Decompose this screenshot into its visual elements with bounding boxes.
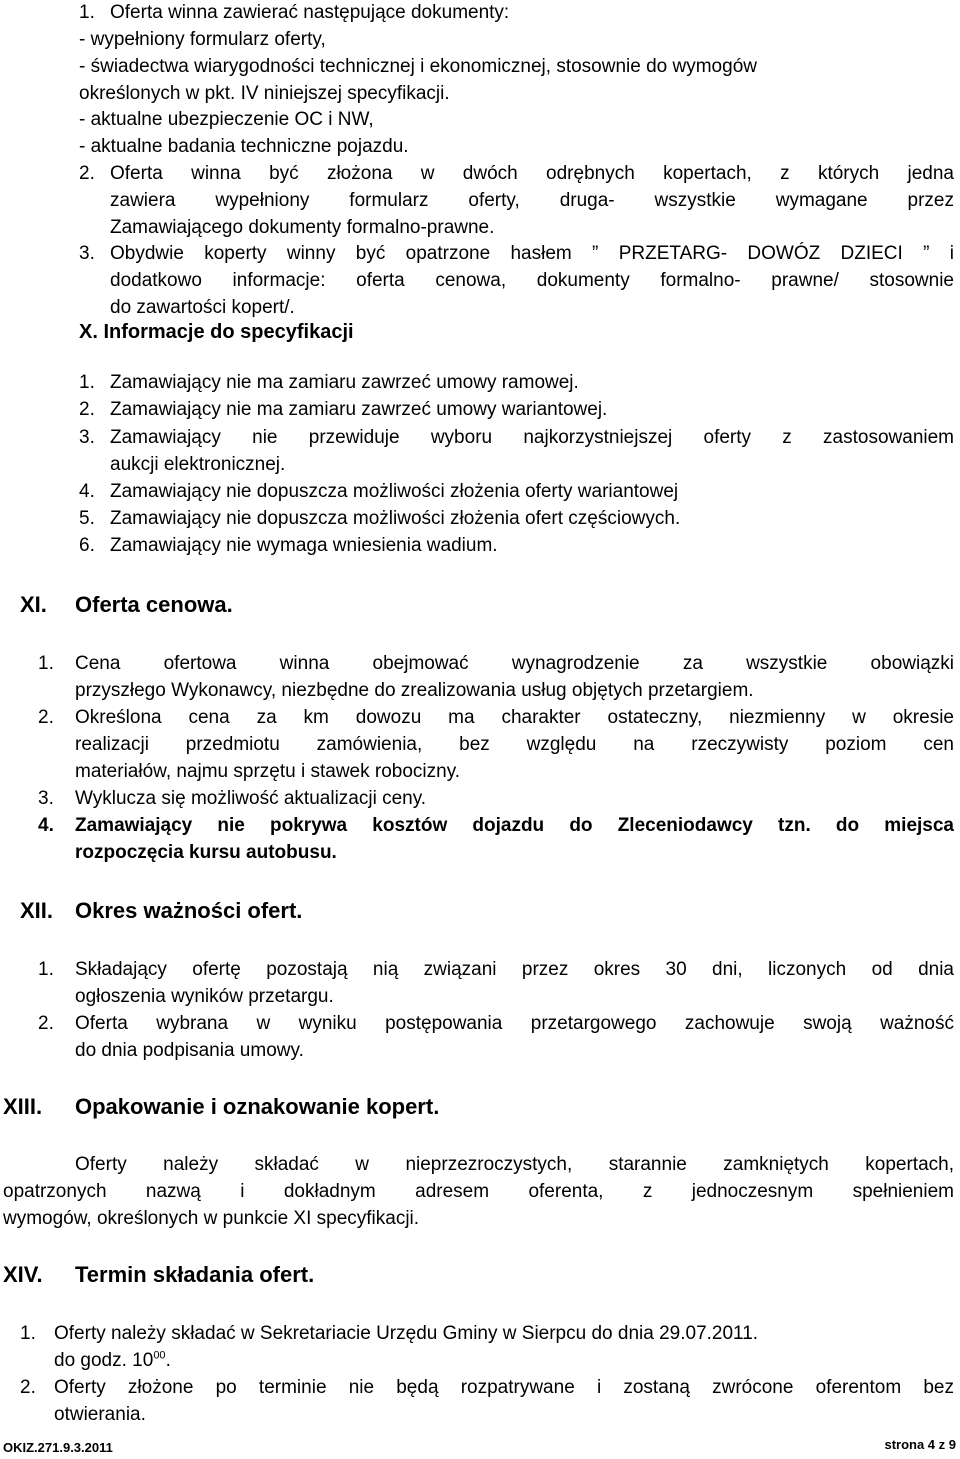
list-item-text: otwierania. — [54, 1404, 146, 1425]
list-item-text: Oferty złożone po terminie nie będą rozpatrywane i zostaną zwrócone oferentom bez — [54, 1377, 954, 1398]
list-item-text: aukcji elektronicznej. — [110, 454, 286, 475]
list-item-text: Oferta winna zawierać następujące dokumenty: — [110, 2, 510, 23]
dash-item-continuation: określonych w pkt. IV niniejszej specyfikacji. — [79, 83, 450, 104]
list-number: 1. — [38, 653, 54, 674]
list-item-text: Zamawiający nie dopuszcza możliwości złożenia ofert częściowych. — [110, 508, 681, 529]
list-item-text: Cena ofertowa winna obejmować wynagrodzenie za wszystkie obowiązki — [75, 653, 954, 674]
list-number: 1. — [79, 372, 95, 393]
list-number: 2. — [38, 1013, 54, 1034]
paragraph-line: Oferty należy składać w nieprzezroczystych, starannie zamkniętych kopertach, — [75, 1154, 954, 1175]
list-number: 5. — [79, 508, 95, 529]
dash-item: - aktualne ubezpieczenie OC i NW, — [79, 109, 374, 130]
list-number: 3. — [38, 788, 54, 809]
list-item-text — [54, 1350, 171, 1372]
list-item-text: przyszłego Wykonawcy, niezbędne do zrealizowania usług objętych przetargiem. — [75, 680, 754, 701]
deadline-text: do godz. 10 — [54, 1350, 154, 1371]
deadline-period: . — [165, 1350, 171, 1371]
section-title: Termin składania ofert. — [75, 1262, 315, 1287]
list-item-text: Składający ofertę pozostają nią związani przez okres 30 dni, liczonych od dnia — [75, 959, 954, 980]
section-roman-numeral: XIII. — [3, 1094, 43, 1119]
list-item-text: ogłoszenia wyników przetargu. — [75, 986, 334, 1007]
list-item-text: Oferta wybrana w wyniku postępowania przetargowego zachowuje swoją ważność — [75, 1013, 954, 1034]
list-item-text: do dnia podpisania umowy. — [75, 1040, 304, 1061]
dash-item: - świadectwa wiarygodności technicznej i ekonomicznej, stosownie do wymogów — [79, 56, 757, 77]
list-number: 2. — [79, 399, 95, 420]
paragraph-line: wymogów, określonych w punkcie XI specyfikacji. — [3, 1208, 420, 1229]
list-item-text: Wyklucza się możliwość aktualizacji ceny. — [75, 788, 427, 809]
list-item-text: Zamawiający nie dopuszcza możliwości złożenia oferty wariantowej — [110, 481, 679, 502]
list-item-text: Obydwie koperty winny być opatrzone hasłem ” PRZETARG- DOWÓZ DZIECI ” i — [110, 243, 954, 264]
paragraph-line: opatrzonych nazwą i dokładnym adresem oferenta, z jednoczesnym spełnieniem — [3, 1181, 954, 1202]
list-item-text: Zamawiający nie ma zamiaru zawrzeć umowy ramowej. — [110, 372, 579, 393]
dash-item: - aktualne badania techniczne pojazdu. — [79, 136, 409, 157]
list-number: 1. — [79, 2, 95, 23]
list-number: 6. — [79, 535, 95, 556]
page-number: strona 4 z 9 — [884, 1437, 956, 1452]
list-item-text: Zamawiający nie wymaga wniesienia wadium. — [110, 535, 498, 556]
list-number: 3. — [79, 243, 95, 264]
section-title: Okres ważności ofert. — [75, 898, 303, 923]
list-item-text-bold: Zamawiający nie pokrywa kosztów dojazdu do Zleceniodawcy tzn. do miejsca — [75, 815, 954, 836]
section-title: Opakowanie i oznakowanie kopert. — [75, 1094, 440, 1119]
list-item-text: Określona cena za km dowozu ma charakter ostateczny, niezmienny w okresie — [75, 707, 954, 728]
list-item-text-bold: rozpoczęcia kursu autobusu. — [75, 842, 337, 863]
section-roman-numeral: XI. — [20, 592, 47, 617]
list-item-text: Zamawiający nie ma zamiaru zawrzeć umowy wariantowej. — [110, 399, 608, 420]
list-number: 4. — [38, 815, 54, 836]
list-item-text: Oferta winna być złożona w dwóch odrębnych kopertach, z których jedna — [110, 163, 954, 184]
section-roman-numeral: XII. — [20, 898, 54, 923]
list-number: 2. — [38, 707, 54, 728]
list-item-text: zawiera wypełniony formularz oferty, druga- wszystkie wymagane przez — [110, 190, 954, 211]
list-item-text: do zawartości kopert/. — [110, 297, 295, 318]
list-item-text: materiałów, najmu sprzętu i stawek robocizny. — [75, 761, 461, 782]
list-number: 4. — [79, 481, 95, 502]
list-number: 1. — [20, 1323, 36, 1344]
section-roman-numeral: XIV. — [3, 1262, 43, 1287]
list-item-text: dodatkowo informacje: oferta cenowa, dokumenty formalno- prawne/ stosownie — [110, 270, 954, 291]
list-item-text: Zamawiający nie przewiduje wyboru najkorzystniejszej oferty z zastosowaniem — [110, 427, 954, 448]
section-heading: X. Informacje do specyfikacji — [79, 321, 354, 343]
list-item-text: Zamawiającego dokumenty formalno-prawne. — [110, 217, 495, 238]
list-item-text: Oferty należy składać w Sekretariacie Urzędu Gminy w Sierpcu do dnia 29.07.2011. — [54, 1323, 759, 1344]
section-title: Oferta cenowa. — [75, 592, 233, 617]
list-number: 1. — [38, 959, 54, 980]
document-reference: OKIZ.271.9.3.2011 — [3, 1440, 113, 1455]
list-item-text: realizacji przedmiotu zamówienia, bez względu na rzeczywisty poziom cen — [75, 734, 954, 755]
list-number: 3. — [79, 427, 95, 448]
deadline-minutes-superscript: 00 — [153, 1349, 166, 1362]
list-number: 2. — [20, 1377, 36, 1398]
dash-item: - wypełniony formularz oferty, — [79, 29, 326, 50]
list-number: 2. — [79, 163, 95, 184]
